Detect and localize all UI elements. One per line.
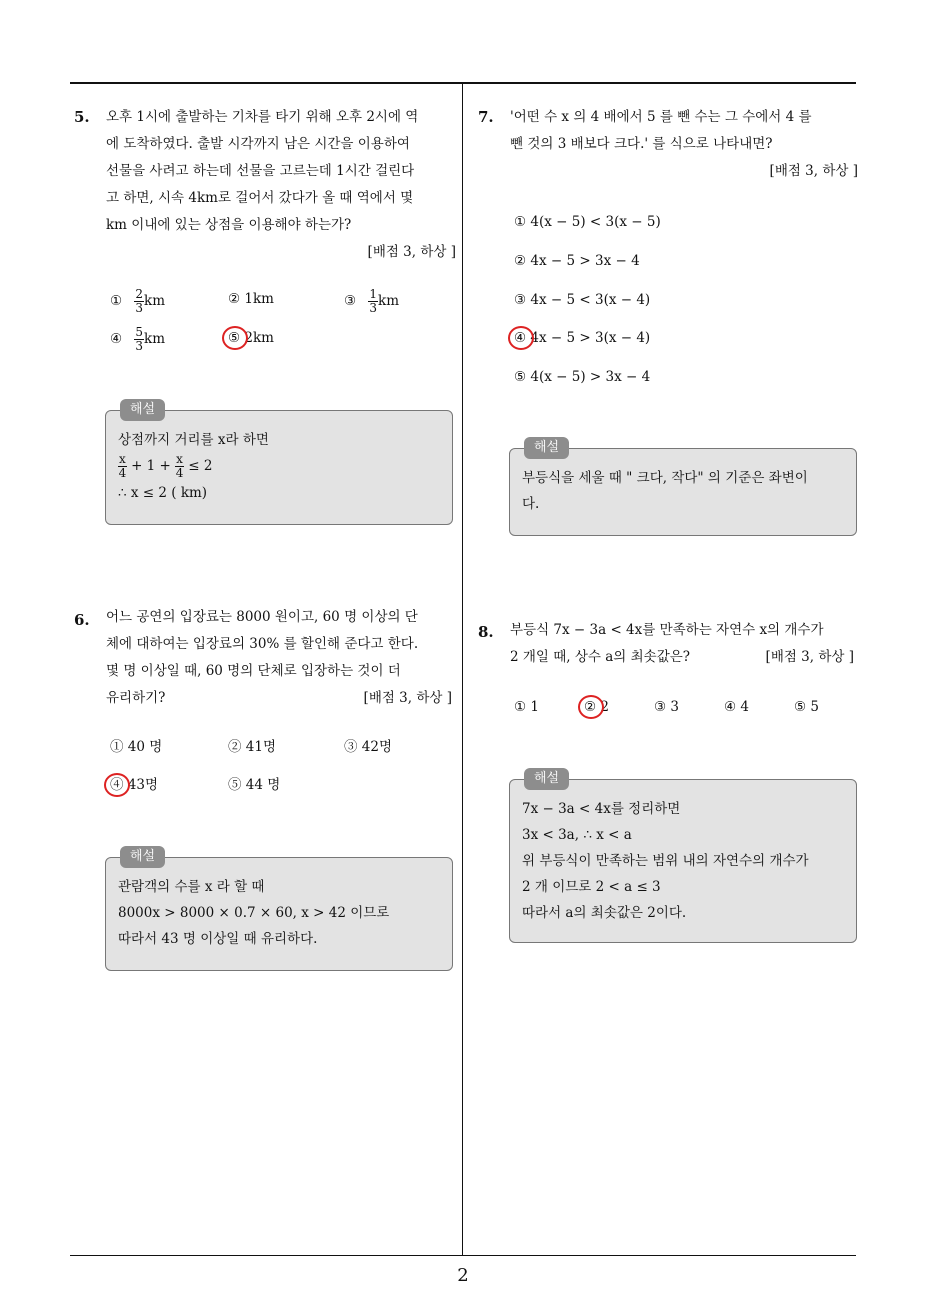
q5-option-1-fraction	[134, 288, 144, 315]
q6-solution-line: 따라서 43 명 이상일 때 유리하다.	[118, 931, 318, 947]
q6-last-line	[106, 685, 456, 712]
question-7-number: 7.	[478, 108, 494, 126]
q5-option-3-mark: ③	[344, 293, 357, 309]
q6-line: 몇 명 이상일 때, 60 명의 단체로 입장하는 것이 더	[106, 663, 401, 679]
q6-option-1[interactable]: ① 40 명	[110, 739, 163, 755]
frac	[175, 453, 184, 480]
answer-circle-icon	[508, 326, 534, 350]
q6-solution-line: 8000x > 8000 × 0.7 × 60, x > 42 이므로	[118, 905, 390, 921]
q6-solution-line: 관람객의 수를 x 라 할 때	[118, 879, 265, 895]
answer-circle-icon	[104, 773, 130, 797]
top-rule	[70, 82, 856, 84]
solution-tag: 해설	[120, 399, 165, 421]
q5-line: km 이내에 있는 상점을 이용해야 하는가?	[106, 217, 352, 233]
q5-line: 고 하면, 시속 4km로 걸어서 갔다가 올 때 역에서 몇	[106, 190, 414, 206]
q7-solution-line: 부등식을 세울 때 " 크다, 작다" 의 기준은 좌변이	[522, 470, 808, 486]
q7-option-4[interactable]: ④ 4x − 5 > 3(x − 4)	[514, 330, 651, 346]
q5-source: [배점 3, 하상 ]	[367, 244, 456, 260]
q7-source: [배점 3, 하상 ]	[769, 163, 858, 179]
q7-solution-box	[509, 440, 857, 536]
q8-option-5[interactable]: ⑤ 5	[794, 699, 819, 715]
q5-solution-line: ∴ x ≤ 2 ( km)	[118, 485, 208, 501]
solution-tag: 해설	[524, 437, 569, 459]
q6-option-4[interactable]: ④ 43명	[110, 777, 159, 793]
frac-den: 3	[135, 301, 144, 315]
q8-source: [배점 3, 하상 ]	[765, 649, 854, 665]
question-8-text	[510, 617, 858, 671]
q5-option-4-fraction	[134, 326, 144, 353]
q6-line: 체에 대하여는 입장료의 30% 를 할인해 준다고 한다.	[106, 636, 419, 652]
q7-option-5[interactable]: ⑤ 4(x − 5) > 3x − 4	[514, 369, 651, 385]
q5-line: 오후 1시에 출발하는 기차를 타기 위해 오후 2시에 역	[106, 109, 419, 125]
q6-line: 어느 공연의 입장료는 8000 원이고, 60 명 이상의 단	[106, 609, 418, 625]
answer-circle-icon	[222, 326, 248, 350]
question-5-text	[106, 104, 456, 266]
q7-line: '어떤 수 x 의 4 배에서 5 를 뺀 수는 그 수에서 4 를	[510, 109, 812, 125]
frac	[118, 453, 127, 480]
q8-solution-line: 2 개 이므로 2 < a ≤ 3	[522, 879, 661, 895]
q5-option-5[interactable]: ⑤ 2km	[228, 330, 274, 346]
question-5-number: 5.	[74, 108, 90, 126]
q5-option-1[interactable]	[110, 288, 165, 315]
q6-option-2[interactable]: ② 41명	[228, 739, 277, 755]
q8-solution-box	[509, 771, 857, 943]
column-divider	[462, 83, 463, 1256]
frac-num: x	[119, 452, 126, 466]
q5-solution-box	[105, 402, 453, 525]
frac-num: 2	[135, 287, 144, 301]
q8-solution-line: 7x − 3a < 4x를 정리하면	[522, 801, 681, 817]
q7-solution-line: 다.	[522, 496, 540, 512]
q5-option-1-unit: km	[144, 293, 166, 309]
q5-solution-line: 상점까지 거리를 x라 하면	[118, 432, 269, 448]
q5-solution-mid: + 1 +	[126, 458, 176, 474]
q6-solution-box	[105, 849, 453, 971]
q8-solution-line: 따라서 a의 최솟값은 2이다.	[522, 905, 687, 921]
answer-circle-icon	[578, 695, 604, 719]
q6-line: 유리하기?	[106, 690, 166, 706]
question-6-number: 6.	[74, 611, 90, 629]
q5-option-4-unit: km	[144, 331, 166, 347]
q5-option-4[interactable]	[110, 326, 165, 353]
frac-den: 4	[175, 466, 184, 480]
q7-line: 뺀 것의 3 배보다 크다.' 를 식으로 나타내면?	[510, 136, 773, 152]
q8-option-2[interactable]: ② 2	[584, 699, 609, 715]
q5-option-2[interactable]: ② 1km	[228, 291, 274, 307]
q8-option-3[interactable]: ③ 3	[654, 699, 679, 715]
q5-solution-inequality	[118, 453, 442, 480]
q6-option-3[interactable]: ③ 42명	[344, 739, 393, 755]
q5-option-3[interactable]	[344, 288, 399, 315]
frac-num: 1	[369, 287, 378, 301]
q8-solution-line: 3x < 3a, ∴ x < a	[522, 827, 632, 843]
q5-option-1-mark: ①	[110, 293, 123, 309]
q7-option-1[interactable]: ① 4(x − 5) < 3(x − 5)	[514, 214, 661, 230]
q8-solution-line: 위 부등식이 만족하는 범위 내의 자연수의 개수가	[522, 853, 809, 869]
solution-tag: 해설	[120, 846, 165, 868]
frac-num: 5	[135, 325, 144, 339]
question-8-number: 8.	[478, 623, 494, 641]
question-7-text	[510, 104, 858, 185]
frac-den: 3	[135, 339, 144, 353]
q8-line: 부등식 7x − 3a < 4x를 만족하는 자연수 x의 개수가	[510, 622, 824, 638]
frac-den: 3	[369, 301, 378, 315]
page-number: 2	[457, 1265, 469, 1286]
q5-line: 선물을 사려고 하는데 선물을 고르는데 1시간 걸린다	[106, 163, 415, 179]
q6-option-5[interactable]: ⑤ 44 명	[228, 777, 281, 793]
q7-option-3[interactable]: ③ 4x − 5 < 3(x − 4)	[514, 292, 651, 308]
q5-option-3-fraction	[368, 288, 378, 315]
solution-tag: 해설	[524, 768, 569, 790]
q5-line: 에 도착하였다. 출발 시각까지 남은 시간을 이용하여	[106, 136, 410, 152]
q5-option-3-unit: km	[378, 293, 400, 309]
q8-option-4[interactable]: ④ 4	[724, 699, 749, 715]
q8-last-line	[510, 644, 858, 671]
q7-option-2[interactable]: ② 4x − 5 > 3x − 4	[514, 253, 640, 269]
q8-line: 2 개일 때, 상수 a의 최솟값은?	[510, 649, 691, 665]
frac-num: x	[176, 452, 183, 466]
q8-option-1[interactable]: ① 1	[514, 699, 539, 715]
question-6-text	[106, 604, 456, 712]
frac-den: 4	[118, 466, 127, 480]
q6-source: [배점 3, 하상 ]	[363, 690, 452, 706]
q5-solution-tail: ≤ 2	[183, 458, 213, 474]
bottom-rule	[70, 1255, 856, 1256]
q5-option-4-mark: ④	[110, 331, 123, 347]
